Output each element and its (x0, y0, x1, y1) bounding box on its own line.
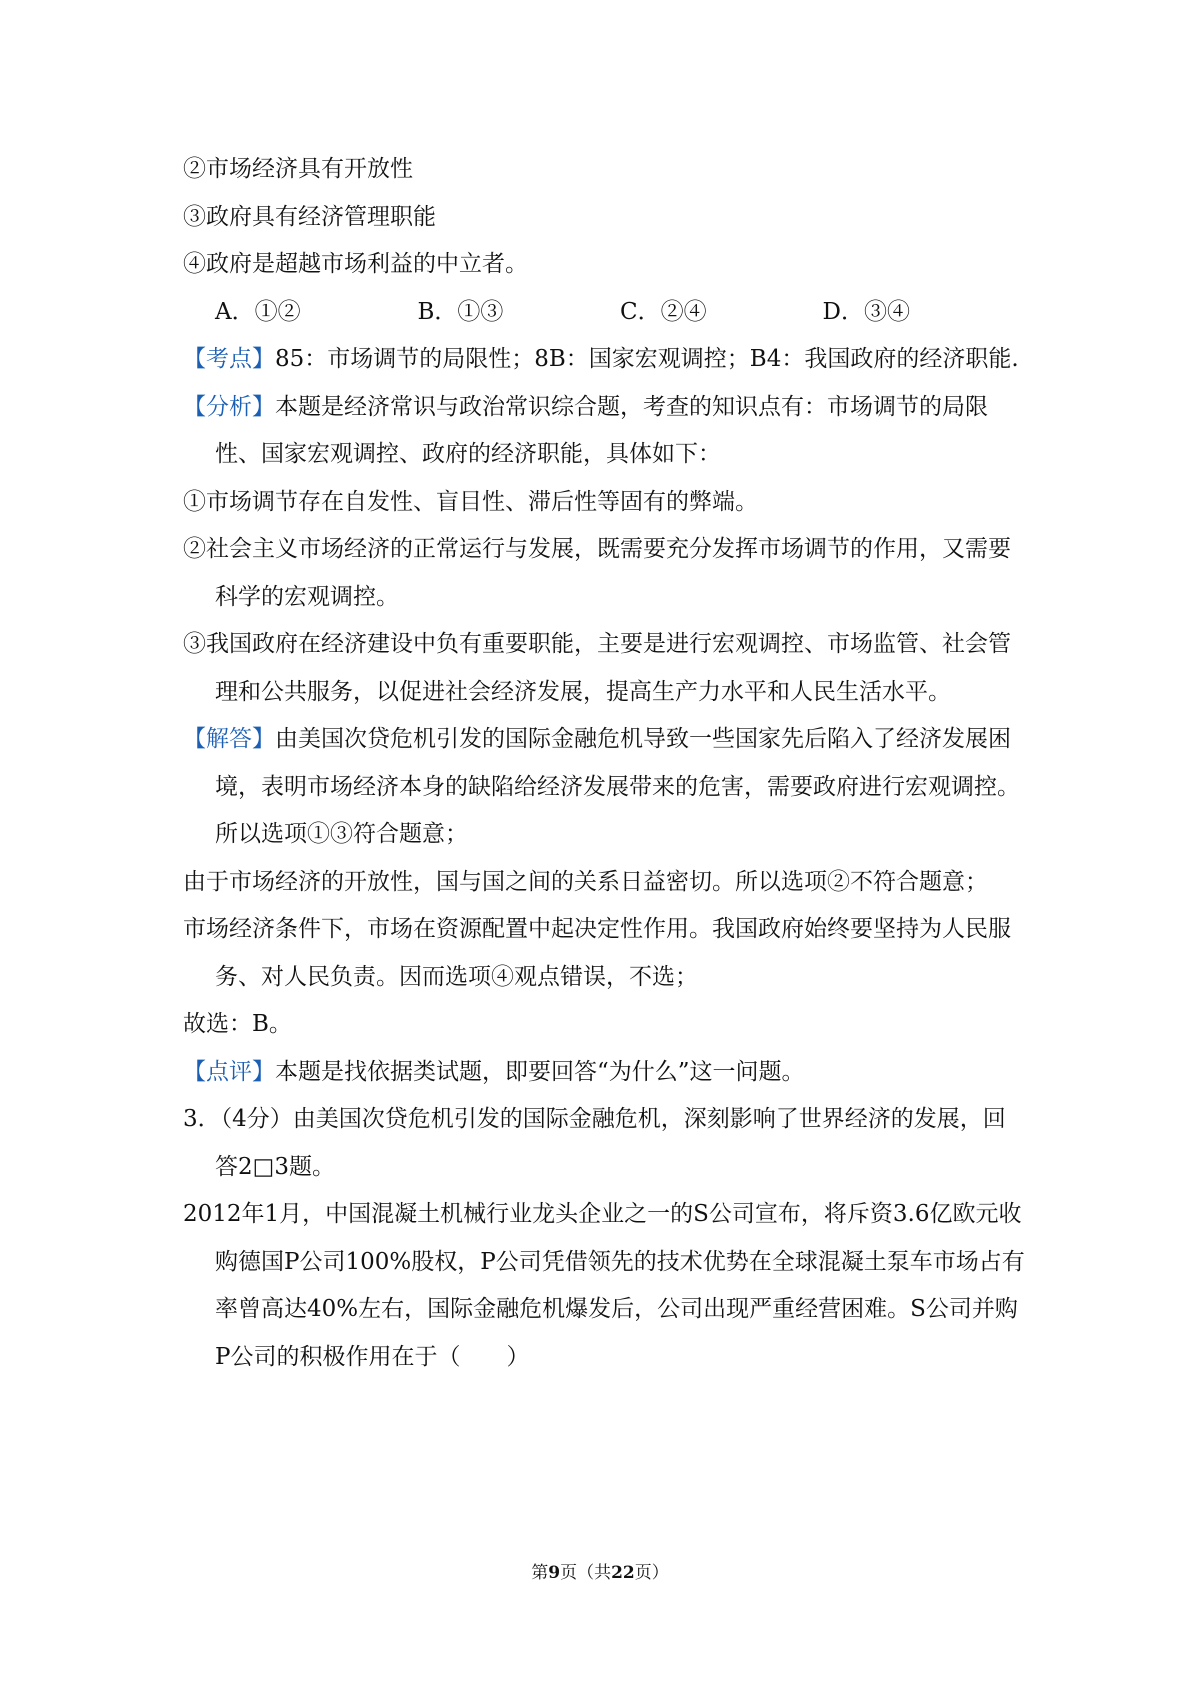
option-d: D．③④ (822, 298, 910, 325)
footer-page-number: 9 (548, 1563, 561, 1583)
question-3-body: 2012年1月，中国混凝土机械行业龙头企业之一的S公司宣布，将斥资3.6亿欧元收购德国P公司100%股权，P公司凭借领先的技术优势在全球混凝土泵车市场占有率曾高达40%左右，国际金融危机爆发后，公司出现严重经营困难。S公司并购P公司的积极作用在于（ ） (183, 1201, 1025, 1370)
kaodian-text: 85：市场调节的局限性；8B：国家宏观调控；B4：我国政府的经济职能. (275, 346, 1019, 372)
question-3-stem: 3．（4分）由美国次贷危机引发的国际金融危机，深刻影响了世界经济的发展，回答2□3题。 (183, 1106, 1006, 1180)
page-footer (0, 1558, 1200, 1583)
answer-options (183, 289, 1025, 337)
footer-mid: 页（共 (560, 1563, 612, 1583)
option-statement-2: ②市场经济具有开放性 (183, 156, 413, 182)
fenxi-point-2: ②社会主义市场经济的正常运行与发展，既需要充分发挥市场调节的作用，又需要科学的宏观调控。 (183, 536, 1011, 610)
dianping-text: 本题是找依据类试题，即要回答“为什么”这一问题。 (275, 1058, 805, 1085)
dianping-section (183, 1049, 1025, 1097)
jieda-text: 由美国次贷危机引发的国际金融危机导致一些国家先后陷入了经济发展困境，表明市场经济本身的缺陷给经济发展带来的危害，需要政府进行宏观调控。所以选项①③符合题意； (215, 726, 1020, 847)
fenxi-section (183, 384, 1025, 479)
option-b: B．①③ (417, 298, 504, 325)
fenxi-point-1: ①市场调节存在自发性、盲目性、滞后性等固有的弊端。 (183, 488, 758, 515)
fenxi-point-3: ③我国政府在经济建设中负有重要职能，主要是进行宏观调控、市场监管、社会管理和公共服务，以促进社会经济发展，提高生产力水平和人民生活水平。 (183, 631, 1011, 705)
option-statement-3: ③政府具有经济管理职能 (183, 203, 436, 230)
footer-total-pages: 22 (611, 1563, 635, 1583)
jieda-tag: 【解答】 (183, 726, 275, 752)
jieda-answer: 故选：B。 (183, 1011, 292, 1037)
fenxi-text: 本题是经济常识与政治常识综合题，考查的知识点有：市场调节的局限性、国家宏观调控、政府的经济职能，具体如下： (215, 393, 988, 467)
option-statement-4: ④政府是超越市场利益的中立者。 (183, 251, 528, 277)
option-a: A．①② (215, 298, 301, 325)
kaodian-section (183, 336, 1025, 384)
option-c: C．②④ (620, 298, 707, 325)
footer-prefix: 第 (531, 1563, 549, 1583)
kaodian-tag: 【考点】 (183, 346, 275, 372)
jieda-paragraph-2: 由于市场经济的开放性，国与国之间的关系日益密切。所以选项②不符合题意； (183, 868, 988, 895)
footer-suffix: 页） (634, 1563, 669, 1583)
fenxi-tag: 【分析】 (183, 393, 275, 420)
jieda-section (183, 716, 1025, 859)
jieda-paragraph-3: 市场经济条件下，市场在资源配置中起决定性作用。我国政府始终要坚持为人民服务、对人民负责。因而选项④观点错误，不选； (183, 916, 1011, 990)
dianping-tag: 【点评】 (183, 1058, 275, 1085)
page-content (183, 146, 1025, 1381)
